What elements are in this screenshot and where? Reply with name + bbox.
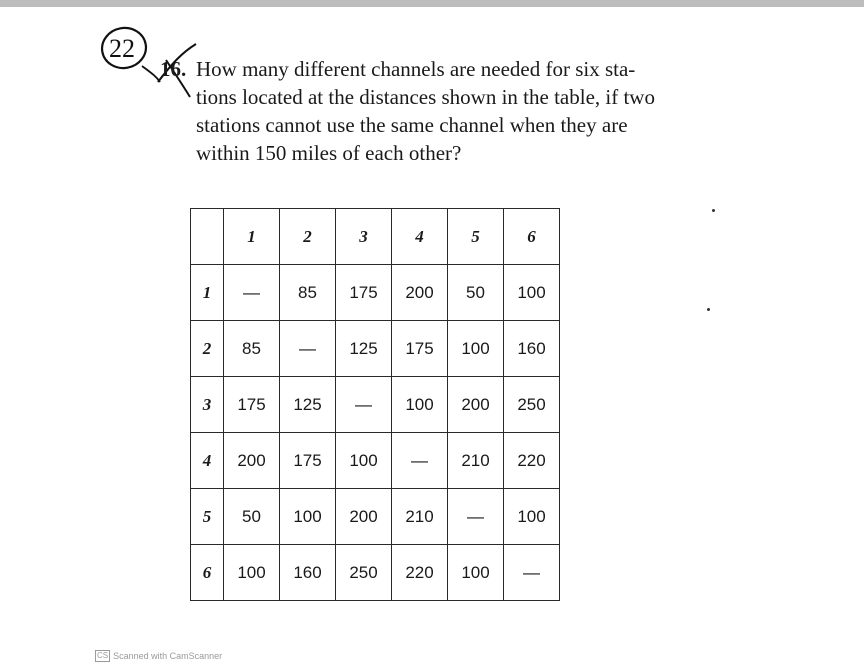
table-cell: 85 (224, 321, 280, 377)
question-line-3: stations cannot use the same channel when they are (196, 113, 628, 137)
handwritten-number: 22 (109, 34, 135, 63)
distance-table (190, 208, 560, 601)
table-row (191, 433, 560, 489)
table-cell: — (504, 545, 560, 601)
table-cell: 100 (504, 489, 560, 545)
table-cell: 50 (448, 265, 504, 321)
column-header: 6 (504, 209, 560, 265)
table-cell: 175 (392, 321, 448, 377)
column-header: 2 (280, 209, 336, 265)
column-header: 5 (448, 209, 504, 265)
row-header: 3 (191, 377, 224, 433)
table-cell: 220 (504, 433, 560, 489)
table-cell: — (336, 377, 392, 433)
table-cell: 100 (336, 433, 392, 489)
table-cell: 50 (224, 489, 280, 545)
table-row (191, 265, 560, 321)
table-header-row (191, 209, 560, 265)
table-cell: — (224, 265, 280, 321)
column-header: 4 (392, 209, 448, 265)
table-row (191, 321, 560, 377)
row-header: 4 (191, 433, 224, 489)
table-cell: 100 (448, 321, 504, 377)
table-cell: 250 (336, 545, 392, 601)
row-header: 6 (191, 545, 224, 601)
table-cell: 175 (336, 265, 392, 321)
table-cell: 160 (504, 321, 560, 377)
speck-mark (707, 308, 710, 311)
camscanner-logo: CS (97, 651, 109, 660)
camscanner-watermark (95, 650, 222, 662)
row-header: 2 (191, 321, 224, 377)
table-cell: — (448, 489, 504, 545)
table-row (191, 489, 560, 545)
table-cell: 200 (336, 489, 392, 545)
table-cell: — (280, 321, 336, 377)
table-cell: 220 (392, 545, 448, 601)
table-cell: 100 (504, 265, 560, 321)
table-cell: 250 (504, 377, 560, 433)
column-header: 1 (224, 209, 280, 265)
table-cell: 100 (392, 377, 448, 433)
row-header: 5 (191, 489, 224, 545)
top-border (0, 0, 864, 7)
row-header: 1 (191, 265, 224, 321)
table-row (191, 545, 560, 601)
table-cell: 175 (224, 377, 280, 433)
column-header: 3 (336, 209, 392, 265)
table-cell: 160 (280, 545, 336, 601)
table-corner-cell (191, 209, 224, 265)
question-line-2: tions located at the distances shown in the table, if two (196, 85, 655, 109)
table-cell: 125 (336, 321, 392, 377)
table-cell: 200 (448, 377, 504, 433)
table-cell: 175 (280, 433, 336, 489)
question-number: 16. (160, 57, 187, 81)
table-row (191, 377, 560, 433)
question-line-1: How many different channels are needed for six sta- (196, 57, 636, 81)
table-cell: 125 (280, 377, 336, 433)
question-line-4: within 150 miles of each other? (196, 141, 462, 165)
table-cell: 210 (448, 433, 504, 489)
speck-mark (712, 209, 715, 212)
table-cell: — (392, 433, 448, 489)
table-cell: 200 (224, 433, 280, 489)
table-cell: 210 (392, 489, 448, 545)
table-cell: 100 (280, 489, 336, 545)
watermark-text: Scanned with CamScanner (113, 651, 223, 661)
table-cell: 100 (448, 545, 504, 601)
table-cell: 85 (280, 265, 336, 321)
question-text (196, 55, 716, 167)
table-cell: 200 (392, 265, 448, 321)
table-cell: 100 (224, 545, 280, 601)
